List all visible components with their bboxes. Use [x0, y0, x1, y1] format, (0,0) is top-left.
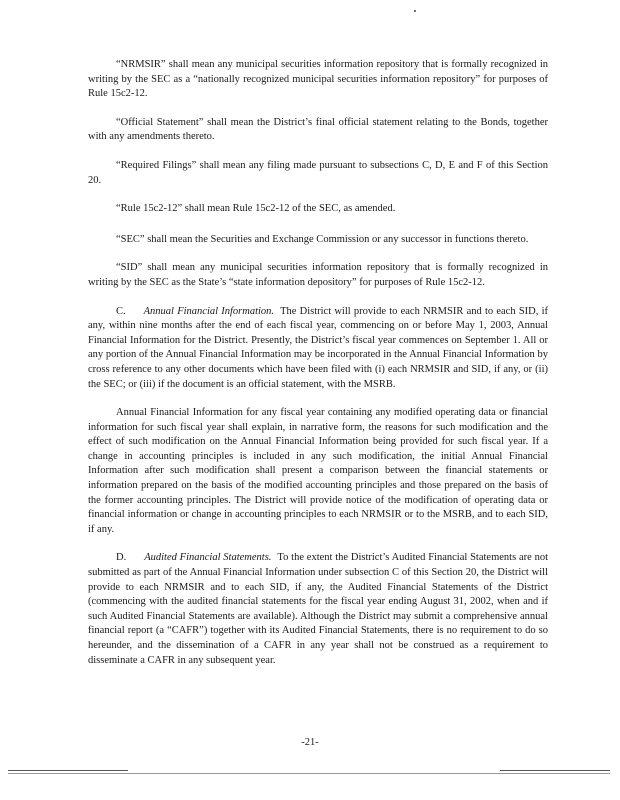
- section-c-title: Annual Financial Information.: [143, 305, 275, 317]
- footer-rule-right: [500, 770, 610, 771]
- section-c-annual-financial-information: [88, 305, 548, 393]
- definition-sid: “SID” shall mean any municipal securities information repository that is formally recognized in writing by the SEC as the State’s “state information depository” for purposes of Rule 15c2-12.: [88, 262, 548, 288]
- section-c-label: C.: [116, 305, 126, 317]
- definition-official-statement: “Official Statement” shall mean the District’s final official statement relating to the Bonds, together with any amendments thereto.: [88, 116, 548, 143]
- document-page: [88, 58, 548, 682]
- footer-rule: [8, 773, 610, 774]
- footer-rule-left: [8, 770, 128, 771]
- definition-required-filings: “Required Filings” shall mean any filing made pursuant to subsections C, D, E and F of this Section 20.: [88, 159, 548, 186]
- scan-speck: [414, 10, 416, 12]
- annual-financial-information-modification-paragraph: Annual Financial Information for any fiscal year containing any modified operating data or financial information for such fiscal year shall explain, in narrative form, the reasons for such modification and the effect of such modification on the Annual Financial Information being provided for such fiscal year. If a change in accounting principles is included in any such modification, the initial Annual Financial Information after such modification shall present a comparison between the financial statements or information prepared on the basis of the modified accounting principles and those prepared on the basis of the former accounting principles. The District will provide notice of the modification of operating data or financial information or change in accounting principles to each NRMSIR or to the MSRB, and to each SID, if any.: [88, 407, 548, 535]
- definition-nrmsir: “NRMSIR” shall mean any municipal securities information repository that is formally recognized in writing by the SEC as a “nationally recognized municipal securities information repository” for purposes of Rule 15c2-12.: [88, 59, 548, 100]
- section-d-label: D.: [116, 552, 127, 564]
- definition-rule-15c2-12: “Rule 15c2-12” shall mean Rule 15c2-12 of the SEC, as amended.: [116, 203, 396, 215]
- section-d-audited-financial-statements: [88, 551, 548, 668]
- section-d-body: To the extent the District’s Audited Financial Statements are not submitted as part of the Annual Financial Information under subsection C of this Section 20, the District will provide to each NRMSIR and to each SID, if any, the Audited Financial Statements of the District (commencing with the audited financial statements for the fiscal year ending August 31, 2002, when and if such Audited Financial Statements are available). Although the District may submit a comprehensive annual financial report (a “CAFR”) together with its Audited Financial Statements, there is no requirement to do so hereunder, and the dissemination of a CAFR in any year shall not be construed as a requirement to disseminate a CAFR in any subsequent year.: [88, 552, 548, 666]
- section-c-body: The District will provide to each NRMSIR and to each SID, if any, within nine months after the end of each fiscal year, commencing on or before May 1, 2003, Annual Financial Information for the District. Presently, the District’s fiscal year commences on September 1. All or any portion of the Annual Financial Information may be incorporated in the Annual Financial Information by cross reference to any other documents which have been filed with (i) each NRMSIR and SID, if any, or (ii) the SEC; or (iii) if the document is an official statement, with the MSRB.: [88, 305, 549, 390]
- definition-sec: “SEC” shall mean the Securities and Exchange Commission or any successor in functions thereto.: [116, 233, 529, 245]
- page-number: -21-: [301, 737, 319, 748]
- section-d-title: Audited Financial Statements.: [144, 552, 272, 564]
